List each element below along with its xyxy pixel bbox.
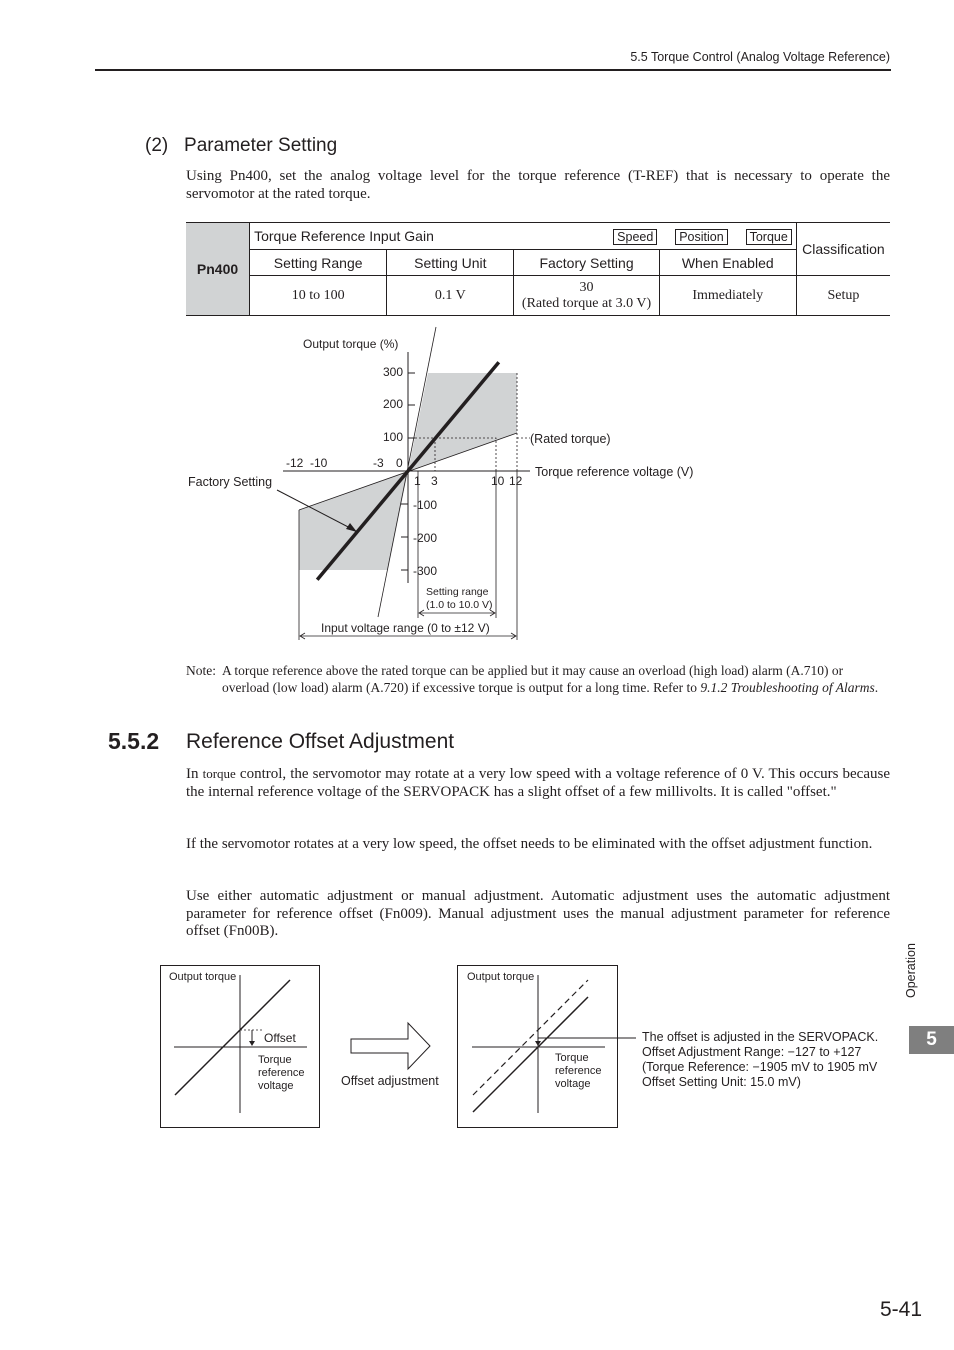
y-tick-label: 200 (383, 397, 404, 411)
offset-label: Offset (264, 1031, 296, 1045)
x-tick-label: -12 (286, 456, 304, 470)
setting-range-region-negative (299, 471, 408, 570)
offset-adjustment-label: Offset adjustment (341, 1074, 439, 1088)
factory-setting-header: Factory Setting (514, 250, 659, 276)
p1-rest: control, the servomotor may rotate at a very low speed with a voltage reference of 0 V. This occurs because the internal reference voltage of the SERVOPACK has a slight offset of a few millivolts. It is called "offset." (186, 766, 890, 800)
offset-description-line: The offset is adjusted in the SERVOPACK. (642, 1030, 879, 1044)
note-text: A torque reference above the rated torque can be applied but it may cause an overload (high load) alarm (A.710) or overload (low load) alarm (A.720) if excessive torque is output for a long time. Refer to (222, 663, 844, 695)
adjustment-arrow (351, 1023, 430, 1069)
setting-range-label: Setting range (426, 586, 489, 598)
side-tab-text: Operation (904, 943, 918, 998)
x-tick-label: 1 (414, 474, 421, 488)
paragraph-offset-intro (186, 765, 890, 801)
before-output-torque-label: Output torque (169, 971, 237, 983)
x-tick-label: 3 (431, 474, 438, 488)
setting-range-header: Setting Range (250, 250, 387, 276)
setting-unit-header: Setting Unit (387, 250, 514, 276)
input-range-label: Input voltage range (0 to ±12 V) (321, 621, 490, 635)
after-axis-label: Torque (555, 1052, 589, 1064)
after-axis-label: reference (555, 1065, 602, 1077)
note-reference: 9.1.2 Troubleshooting of Alarms (700, 679, 875, 695)
when-enabled-value: Immediately (659, 276, 796, 316)
p1-torque: torque (202, 766, 236, 781)
setting-range-values: (1.0 to 10.0 V) (426, 599, 493, 611)
after-output-torque-label: Output torque (467, 971, 535, 983)
classification-header: Classification (796, 223, 890, 276)
before-axis-label: voltage (258, 1080, 294, 1092)
factory-setting-number: 30 (579, 279, 594, 295)
section-number: 5.5.2 (108, 728, 160, 754)
x-tick-label: -10 (310, 456, 328, 470)
tag-position: Position (675, 229, 727, 245)
x-tick-label: -3 (373, 456, 384, 470)
note-label: Note: (186, 663, 216, 678)
x-tick-label: 10 (491, 474, 505, 488)
offset-arrowhead (249, 1041, 255, 1046)
factory-setting-label: Factory Setting (188, 475, 273, 489)
offset-adjustment-diagram (0, 955, 900, 1135)
x-tick-label: 0 (396, 456, 403, 470)
x-tick-label: 12 (509, 474, 523, 488)
tag-torque: Torque (746, 229, 792, 245)
note-body (222, 663, 890, 696)
section-title: Reference Offset Adjustment (186, 730, 455, 753)
setting-unit-value: 0.1 V (387, 276, 514, 316)
param-number: Pn400 (186, 223, 250, 316)
subsection-heading: (2) Parameter Setting (145, 135, 338, 156)
after-axis-label: voltage (555, 1078, 591, 1090)
note-end: . (874, 679, 879, 695)
offset-description-line: Offset Adjustment Range: −127 to +127 (642, 1045, 862, 1059)
when-enabled-header: When Enabled (659, 250, 796, 276)
torque-gain-chart (0, 0, 954, 650)
x-axis-title: Torque reference voltage (V) (535, 465, 694, 479)
running-header: 5.5 Torque Control (Analog Voltage Reference) (630, 50, 890, 64)
y-axis-title: Output torque (%) (303, 337, 399, 351)
setting-range-region-positive (408, 373, 517, 471)
intro-paragraph: Using Pn400, set the analog voltage level for the torque reference (T-REF) that is necessary to operate the servomotor at the rated torque. (186, 168, 890, 202)
param-name: Torque Reference Input Gain (254, 227, 434, 244)
before-axis-label: reference (258, 1067, 305, 1079)
before-axis-label: Torque (258, 1054, 292, 1066)
y-tick-label: 100 (383, 430, 404, 444)
p1-in: In (186, 766, 203, 782)
offset-description-line: Offset Setting Unit: 15.0 mV) (642, 1075, 801, 1089)
rated-torque-label: (Rated torque) (530, 432, 611, 446)
y-tick-label: -200 (413, 531, 438, 545)
factory-setting-note: (Rated torque at 3.0 V) (521, 295, 652, 311)
offset-description-line: (Torque Reference: −1905 mV to 1905 mV (642, 1060, 878, 1074)
setting-range-value: 10 to 100 (250, 276, 387, 316)
paragraph-adjustment-methods: Use either automatic adjustment or manual adjustment. Automatic adjustment uses the automatic adjustment parameter for reference offset (Fn009). Manual adjustment uses the manual adjustment parameter for reference offset (Fn00B). (186, 888, 890, 939)
tag-speed: Speed (613, 229, 657, 245)
side-tab-label (897, 930, 927, 1000)
y-tick-label: -300 (413, 564, 438, 578)
y-tick-label: -100 (413, 498, 438, 512)
chapter-tab: 5 (909, 1026, 954, 1054)
classification-value: Setup (796, 276, 890, 316)
y-tick-label: 300 (383, 365, 404, 379)
page-number: 5-41 (880, 1298, 923, 1321)
paragraph-eliminate-offset: If the servomotor rotates at a very low speed, the offset needs to be eliminated with the offset adjustment function. (186, 836, 873, 852)
